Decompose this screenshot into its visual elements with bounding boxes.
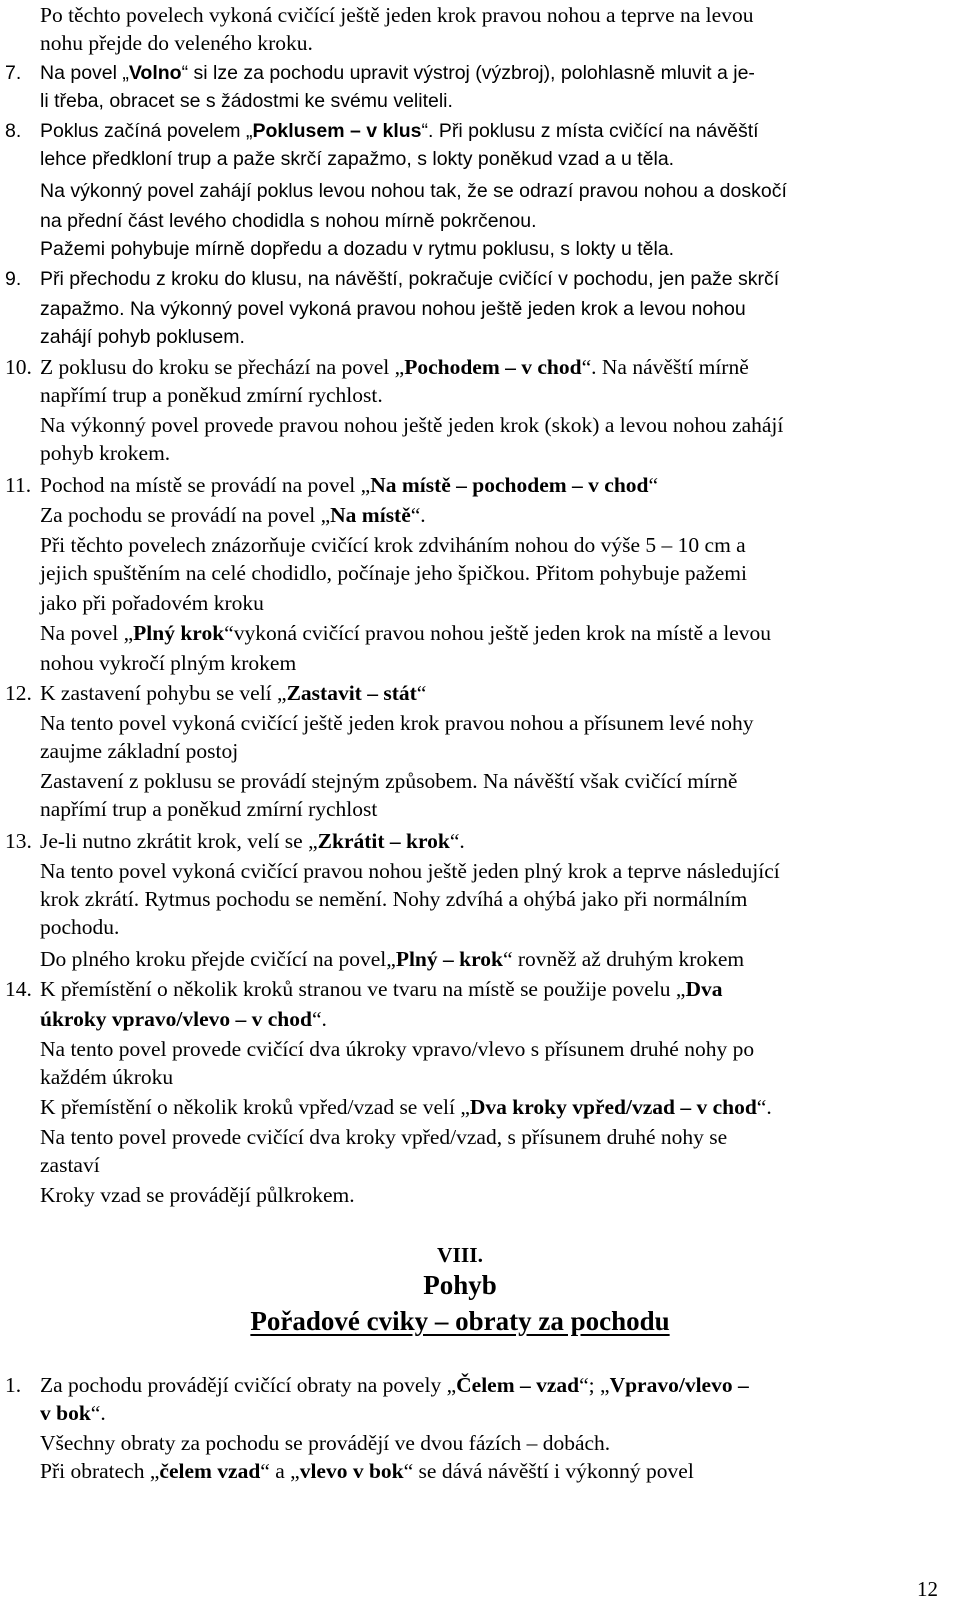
text-item-number: 8. <box>5 120 22 142</box>
text-line: nohu přejde do veleného kroku. <box>40 31 313 55</box>
text-line: lehce předkloní trup a paže skrčí zapažmo, s lokty poněkud vzad a u těla. <box>40 148 675 170</box>
text-line: Na povel „Plný krok“vykoná cvičící pravou nohou ještě jeden krok na místě a levou <box>40 621 772 645</box>
section-text-line: Všechny obraty za pochodu se provádějí ve dvou fázích – dobách. <box>40 1431 611 1455</box>
text-line: Pochod na místě se provádí na povel „Na místě – pochodem – v chod“ <box>40 473 659 497</box>
text-line: Za pochodu se provádí na povel „Na místě“. <box>40 503 426 527</box>
page-number: 12 <box>917 1577 938 1601</box>
text-line: Při přechodu z kroku do klusu, na návěští, pokračuje cvičící v pochodu, jen paže skrčí <box>40 268 780 290</box>
text-line: každém úkroku <box>40 1065 174 1089</box>
text-line: Na povel „Volno“ si lze za pochodu upravit výstroj (výzbroj), polohlasně mluvit a je- <box>40 62 755 84</box>
text-line: Po těchto povelech vykoná cvičící ještě jeden krok pravou nohou a teprve na levou <box>40 3 754 27</box>
text-line: na přední část levého chodidla s nohou mírně pokrčenou. <box>40 210 537 232</box>
text-line: jako při pořadovém kroku <box>40 591 264 615</box>
text-line: napřímí trup a poněkud zmírní rychlost. <box>40 383 383 407</box>
text-line: zahájí pohyb poklusem. <box>40 326 245 348</box>
text-item-number: 11. <box>5 473 32 497</box>
text-line: Kroky vzad se provádějí půlkrokem. <box>40 1183 355 1207</box>
section-subtitle: Pořadové cviky – obraty za pochodu <box>250 1306 670 1336</box>
text-line: li třeba, obracet se s žádostmi ke svému veliteli. <box>40 90 453 112</box>
text-line: nohou vykročí plným krokem <box>40 651 297 675</box>
text-line: Při těchto povelech znázorňuje cvičící krok zdviháním nohou do výše 5 – 10 cm a <box>40 533 746 557</box>
text-line: pohyb krokem. <box>40 441 171 465</box>
text-item-number: 13. <box>5 829 32 853</box>
text-line: napřímí trup a poněkud zmírní rychlost <box>40 797 378 821</box>
text-line: Na výkonný povel zahájí poklus levou nohou tak, že se odrazí pravou nohou a doskočí <box>40 180 787 202</box>
text-line: K přemístění o několik kroků vpřed/vzad se velí „Dva kroky vpřed/vzad – v chod“. <box>40 1095 772 1119</box>
text-line: Zastavení z poklusu se provádí stejným způsobem. Na návěští však cvičící mírně <box>40 769 738 793</box>
text-line: Na tento povel vykoná cvičící pravou nohou ještě jeden plný krok a teprve následující <box>40 859 780 883</box>
section-text-line: Za pochodu provádějí cvičící obraty na povely „Čelem – vzad“; „Vpravo/vlevo – <box>40 1373 749 1397</box>
text-line: zaujme základní postoj <box>40 739 239 763</box>
section-number: VIII. <box>436 1243 483 1267</box>
text-item-number: 14. <box>5 977 32 1001</box>
section-text-line: v bok“. <box>40 1401 106 1425</box>
text-item-number: 10. <box>5 355 32 379</box>
text-line: jejich spuštěním na celé chodidlo, počínaje jeho špičkou. Přitom pohybuje pažemi <box>40 561 747 585</box>
text-line: zapažmo. Na výkonný povel vykoná pravou nohou ještě jeden krok a levou nohou <box>40 298 746 320</box>
text-line: Na výkonný povel provede pravou nohou ještě jeden krok (skok) a levou nohou zahájí <box>40 413 784 437</box>
text-line: Z poklusu do kroku se přechází na povel „Pochodem – v chod“. Na návěští mírně <box>40 355 749 379</box>
text-line: pochodu. <box>40 915 120 939</box>
text-line: K zastavení pohybu se velí „Zastavit – stát“ <box>40 681 427 705</box>
section-text-line: Při obratech „čelem vzad“ a „vlevo v bok“ se dává návěští i výkonný povel <box>40 1459 694 1483</box>
text-item-number: 12. <box>5 681 32 705</box>
section-text-item-number: 1. <box>5 1373 22 1397</box>
text-line: úkroky vpravo/vlevo – v chod“. <box>40 1007 327 1031</box>
text-line: Je-li nutno zkrátit krok, velí se „Zkrátit – krok“. <box>40 829 465 853</box>
text-item-number: 7. <box>5 62 22 84</box>
text-line: zastaví <box>40 1153 100 1177</box>
text-line: Pažemi pohybuje mírně dopředu a dozadu v rytmu poklusu, s lokty u těla. <box>40 238 675 260</box>
text-line: Do plného kroku přejde cvičící na povel„Plný – krok“ rovněž až druhým krokem <box>40 947 745 971</box>
text-line: Na tento povel provede cvičící dva úkroky vpravo/vlevo s přísunem druhé nohy po <box>40 1037 755 1061</box>
section-title: Pohyb <box>423 1270 497 1300</box>
text-line: krok zkrátí. Rytmus pochodu se nemění. Nohy zdvíhá a ohýbá jako při normálním <box>40 887 748 911</box>
text-line: Poklus začíná povelem „Poklusem – v klus“. Při poklusu z místa cvičící na návěští <box>40 120 759 142</box>
text-item-number: 9. <box>5 268 22 290</box>
text-line: Na tento povel vykoná cvičící ještě jeden krok pravou nohou a přísunem levé nohy <box>40 711 754 735</box>
text-line: Na tento povel provede cvičící dva kroky vpřed/vzad, s přísunem druhé nohy se <box>40 1125 728 1149</box>
text-line: K přemístění o několik kroků stranou ve tvaru na místě se použije povelu „Dva <box>40 977 723 1001</box>
